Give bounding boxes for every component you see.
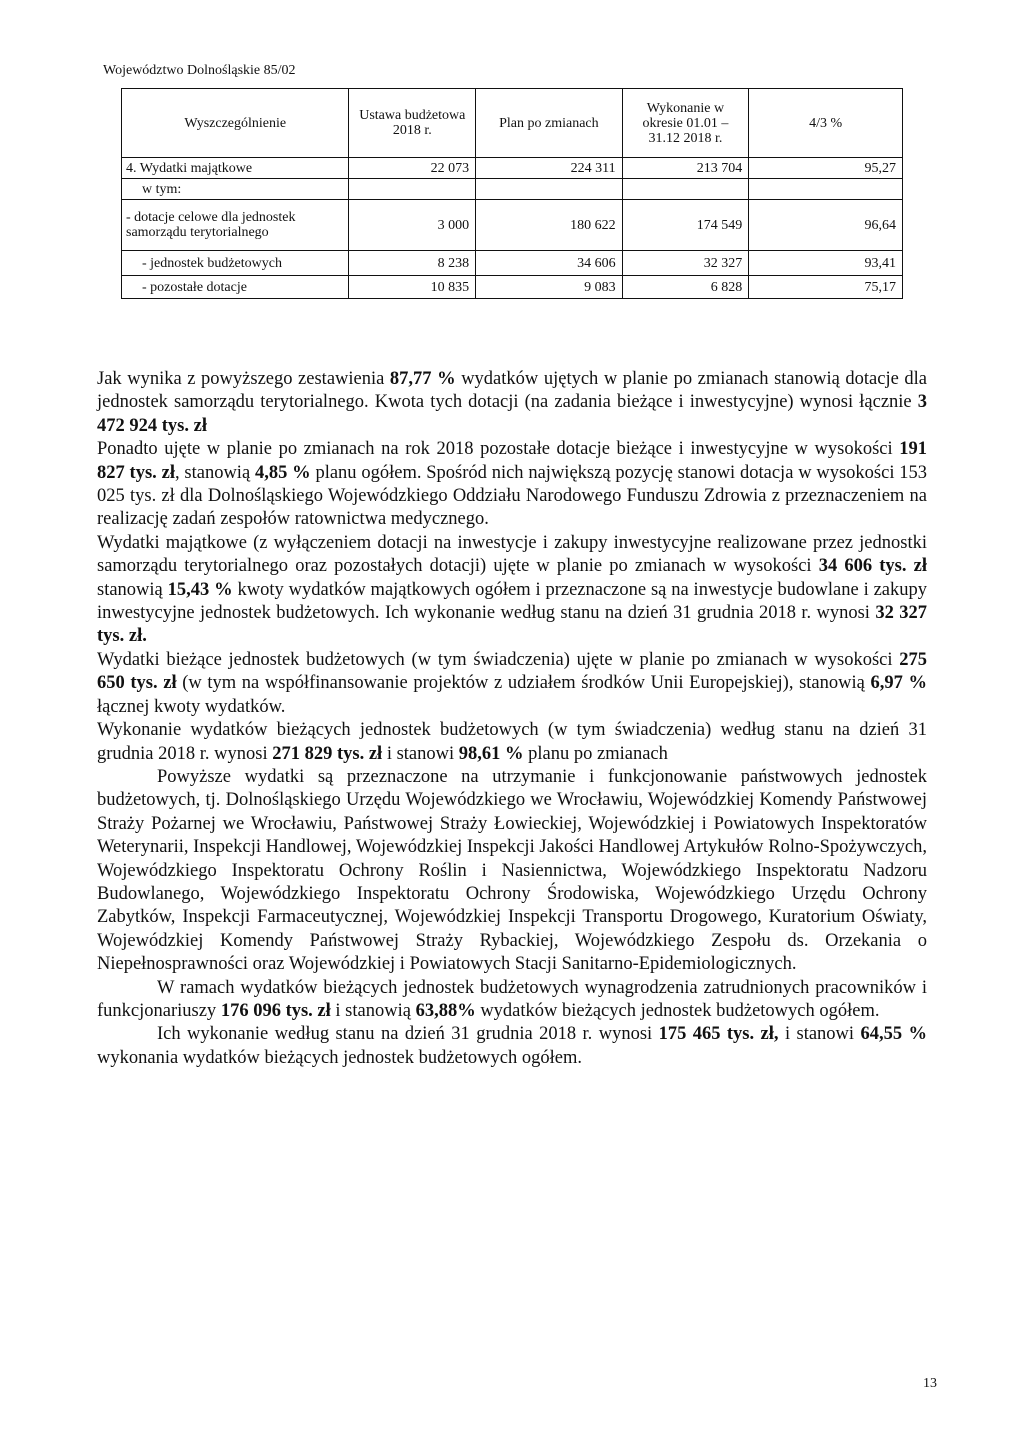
cell-budget-act [349, 179, 476, 200]
bold-value: 275 650 tys. zł [97, 649, 927, 694]
bold-value: 63,88% [415, 1000, 476, 1021]
bold-value: 4,85 % [254, 462, 311, 483]
paragraph-wykonanie-wynagrodzen [97, 1023, 927, 1070]
text-run: W ramach wydatków bieżących jednostek budżetowych wynagrodzenia zatrudnionych pracowników i funkcjonariuszy [97, 977, 927, 1021]
table-row [122, 200, 903, 251]
text-run: i stanowi [778, 1024, 861, 1045]
cell-ratio: 93,41 [749, 251, 903, 276]
cell-plan: 224 311 [476, 158, 622, 179]
text-run: wykonania wydatków bieżących jednostek budżetowych ogółem. [97, 1047, 582, 1068]
cell-execution: 213 704 [622, 158, 749, 179]
table-row [122, 251, 903, 276]
bold-value: 3 472 924 tys. zł [97, 392, 927, 436]
paragraph-wydatki-biezace [97, 649, 927, 719]
text-run: (w tym na współfinansowanie projektów z udziałem środków Unii Europejskiej), stanowią [176, 673, 871, 694]
header-cell-plan: Plan po zmianach [476, 89, 622, 158]
budget-table [121, 88, 903, 299]
header-cell-execution: Wykonanie w okresie 01.01 – 31.12 2018 r. [622, 89, 749, 158]
cell-ratio: 96,64 [749, 200, 903, 251]
text-run: Jak wynika z powyższego zestawienia [97, 369, 390, 389]
bold-value: 34 606 tys. zł [818, 556, 927, 577]
cell-execution: 32 327 [622, 251, 749, 276]
text-run: Wykonanie wydatków bieżących jednostek budżetowych (w tym świadczenia) według stanu na dzień 31 grudnia 2018 r. wynosi [97, 720, 927, 764]
cell-plan: 34 606 [476, 251, 622, 276]
text-run: Powyższe wydatki są przeznaczone na utrzymanie i funkcjonowanie państwowych jednostek budżetowych, tj. Dolnośląskiego Urzędu Wojewódzkiego we Wrocławiu, Wojewódzkiej Komendy Państwowej Straży Pożarnej we Wrocławiu, Państwowej Straży Łowieckiej, Wojewódzkiej i Powiatowych Inspektoratów Weterynarii, Inspekcji Handlowej, Wojewódzkiej Inspekcji Jakości Handlowej Artykułów Rolno-Spożywczych, Wojewódzkiego Inspektoratu Ochrony Roślin i Nasiennictwa, Wojewódzkiego Inspektoratu Nadzoru Budowlanego, Wojewódzkiego Inspektoratu Ochrony Środowiska, Wojewódzkiego Urzędu Ochrony Zabytków, Inspekcji Farmaceutycznej, Wojewódzkiej Inspekcji Transportu Drogowego, Kuratorium Oświaty, Wojewódzkiej Komendy Państwowej Straży Rybackiej, Wojewódzkiego Zespołu ds. Orzekania o Niepełnosprawności oraz Wojewódzkiej i Powiatowych Stacji Sanitarno-Epidemiologicznych. [97, 766, 927, 975]
text-run: Wydatki majątkowe (z wyłączeniem dotacji na inwestycje i zakupy inwestycyjne realizowane przez jednostki samorządu terytorialnego oraz pozostałych dotacji) ujęte w planie po zmianach w wysokości [97, 532, 927, 577]
text-run: Ponadto ujęte w planie po zmianach na rok 2018 pozostałe dotacje bieżące i inwestycyjne w wysokości [97, 439, 900, 460]
cell-budget-act: 22 073 [349, 158, 476, 179]
header-cell-ratio: 4/3 % [749, 89, 903, 158]
cell-execution: 6 828 [622, 276, 749, 299]
text-run: i stanowi [382, 743, 459, 764]
row-label: - dotacje celowe dla jednostek samorządu terytorialnego [122, 200, 349, 251]
header-cell-budget-act: Ustawa budżetowa 2018 r. [349, 89, 476, 158]
table-row [122, 276, 903, 299]
cell-ratio: 95,27 [749, 158, 903, 179]
bold-value: 64,55 % [860, 1024, 928, 1045]
bold-value: 87,77 % [389, 369, 456, 389]
table-row [122, 158, 903, 179]
cell-plan [476, 179, 622, 200]
text-run: kwoty wydatków majątkowych ogółem i przeznaczone są na inwestycje budowlane i zakupy inwestycyjne jednostek budżetowych. Ich wykonanie według stanu na dzień 31 grudnia 2018 r. wynosi [97, 579, 928, 624]
text-run: stanowią [97, 579, 168, 600]
document-body [97, 368, 927, 1070]
document-header: Województwo Dolnośląskie 85/02 [103, 63, 296, 78]
text-run: Wydatki bieżące jednostek budżetowych (w tym świadczenia) ujęte w planie po zmianach w wysokości [97, 649, 900, 670]
paragraph-wydatki-majatkowe [97, 532, 927, 649]
paragraph-dotacje-jst [97, 368, 927, 438]
cell-ratio [749, 179, 903, 200]
row-label: - pozostałe dotacje [122, 276, 349, 299]
header-cell-description: Wyszczególnienie [122, 89, 349, 158]
text-run: i stanowią [330, 1000, 416, 1021]
cell-budget-act: 10 835 [349, 276, 476, 299]
text-run: wydatków bieżących jednostek budżetowych ogółem. [475, 1000, 880, 1021]
bold-value: zł [161, 462, 175, 483]
text-run: wydatków ujętych w planie po zmianach stanowią dotacje dla jednostek samorządu terytorialnego. Kwota tych dotacji (na zadania bieżące i inwestycyjne) wynosi łącznie [97, 369, 927, 413]
text-run: łącznej kwoty wydatków. [97, 696, 286, 717]
row-label: 4. Wydatki majątkowe [122, 158, 349, 179]
cell-plan: 180 622 [476, 200, 622, 251]
bold-value: 271 829 tys. zł [272, 743, 383, 764]
cell-plan: 9 083 [476, 276, 622, 299]
bold-value: 176 096 tys. zł [220, 1000, 331, 1021]
paragraph-wynagrodzenia [97, 977, 927, 1024]
row-label: - jednostek budżetowych [122, 251, 349, 276]
page-number: 13 [923, 1376, 937, 1391]
text-run: , stanowią [174, 462, 255, 483]
cell-ratio: 75,17 [749, 276, 903, 299]
paragraph-jednostki-lista [97, 766, 927, 977]
text-run: planu po zmianach [523, 743, 668, 764]
bold-value: 191 827 tys. [97, 439, 927, 483]
text-run: Ich wykonanie według stanu na dzień 31 grudnia 2018 r. wynosi [157, 1024, 659, 1045]
bold-value: 32 327 tys. zł. [97, 603, 927, 647]
table-row [122, 179, 903, 200]
row-label: w tym: [122, 179, 349, 200]
bold-value: 175 465 tys. zł, [658, 1024, 779, 1045]
table-header-row [122, 89, 903, 158]
cell-budget-act: 3 000 [349, 200, 476, 251]
paragraph-pozostale-dotacje [97, 438, 927, 532]
cell-budget-act: 8 238 [349, 251, 476, 276]
bold-value: 6,97 % [870, 673, 928, 694]
paragraph-wykonanie-biezacych [97, 719, 927, 766]
text-run: planu ogółem. Spośród nich największą pozycję stanowi dotacja w wysokości 153 025 tys. zł dla Dolnośląskiego Wojewódzkiego Oddziału Narodowego Funduszu Zdrowia z przeznaczeniem na realizację zadań zespołów ratownictwa medycznego. [97, 462, 928, 530]
cell-execution [622, 179, 749, 200]
bold-value: 98,61 % [458, 743, 524, 764]
bold-value: 15,43 % [167, 579, 233, 600]
cell-execution: 174 549 [622, 200, 749, 251]
